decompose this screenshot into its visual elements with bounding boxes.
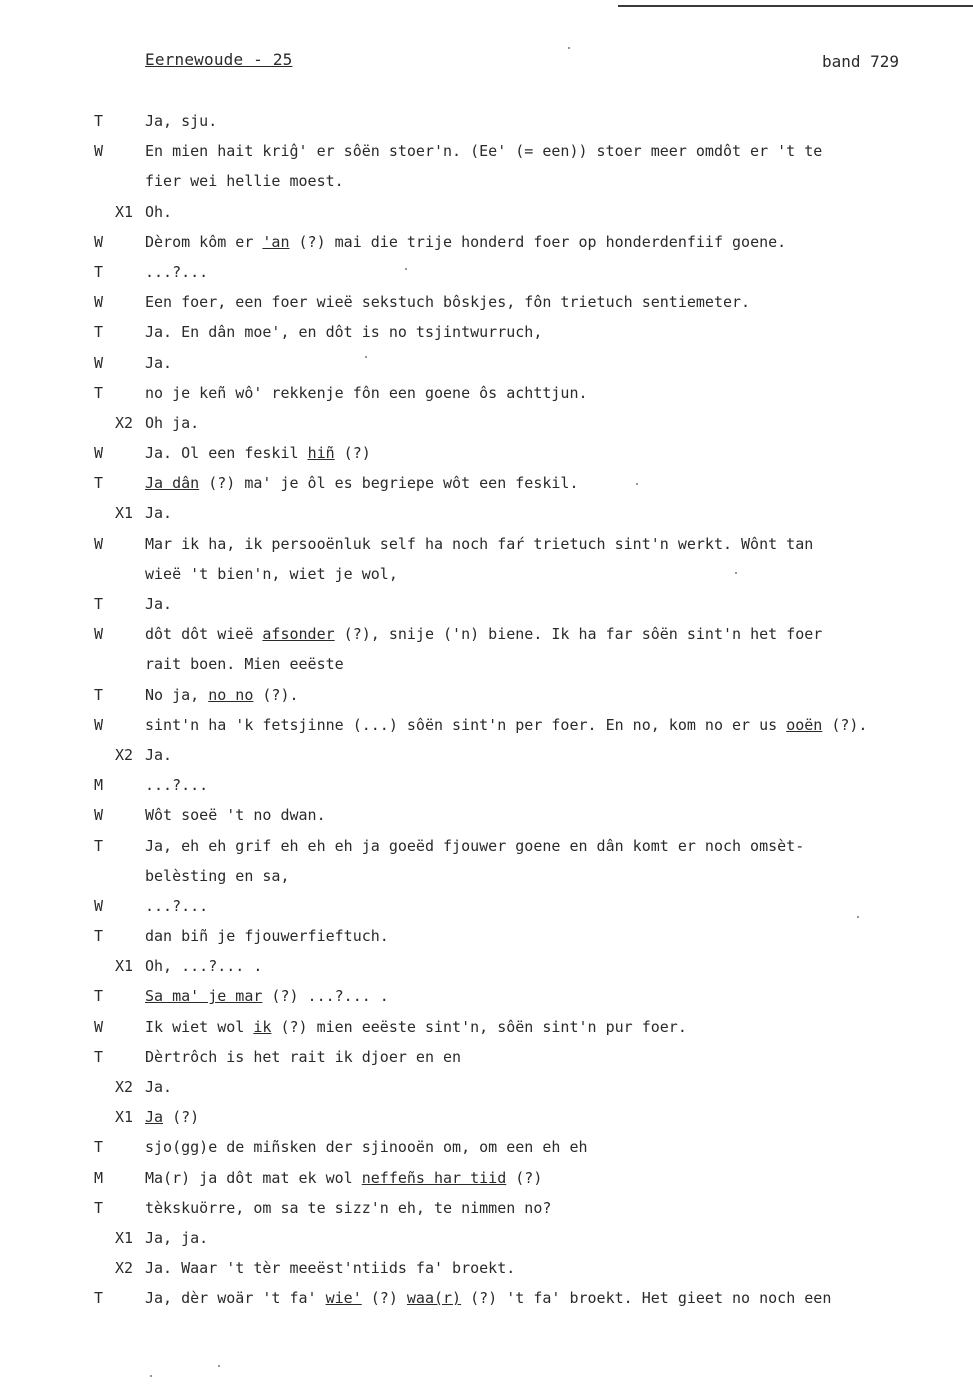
- speaker-code: W: [94, 896, 104, 915]
- scan-speck: [568, 47, 570, 49]
- utterance-text: [145, 1106, 955, 1128]
- speaker-code: T: [94, 685, 104, 704]
- text-segment: sjo(gg)e de miñsken der sjinooën om, om een eh eh: [145, 1138, 588, 1157]
- utterance-text: [145, 321, 955, 343]
- text-segment: (?): [163, 1108, 200, 1127]
- text-segment: no je keñ wô' rekkenje fôn een goene ôs achttjun.: [145, 383, 588, 402]
- text-segment: Oh ja.: [145, 413, 200, 432]
- speaker-code: W: [94, 232, 104, 251]
- text-segment: ...?...: [145, 896, 209, 915]
- utterance-text: [145, 804, 955, 826]
- text-segment: ...?...: [145, 262, 209, 281]
- transcript-line: [0, 955, 973, 985]
- text-segment: (?) mien eeëste sint'n, sôën sint'n pur foer.: [271, 1017, 687, 1036]
- top-rule: [618, 5, 973, 7]
- utterance-text: [145, 442, 955, 464]
- transcript-line: [0, 804, 973, 834]
- utterance-text: [145, 774, 955, 796]
- text-segment: Ja, eh eh grif eh eh eh ja goeëd fjouwer goene en dân komt er noch omsèt-: [145, 836, 805, 855]
- text-segment: belèsting en sa,: [145, 866, 290, 885]
- text-segment: (?) mai die trije honderd foer op honderdenfiif goene.: [289, 232, 787, 251]
- text-segment: Ik wiet wol: [145, 1017, 254, 1036]
- utterance-text: [145, 170, 955, 192]
- utterance-text: [145, 1016, 955, 1038]
- speaker-code: M: [94, 776, 104, 795]
- text-segment: Ja.: [145, 595, 173, 613]
- text-segment: Ja, ja.: [145, 1228, 209, 1247]
- speaker-code: X1: [115, 202, 134, 221]
- transcript-line: [0, 835, 973, 865]
- transcript-line: [0, 201, 973, 231]
- underlined-word: neffeñs har tiid: [361, 1168, 507, 1187]
- transcript-line: [0, 1167, 973, 1197]
- text-segment: Dèrtrôch is het rait ik djoer en en: [145, 1047, 462, 1066]
- transcript-line: [0, 925, 973, 955]
- transcript-line: [0, 1287, 973, 1317]
- speaker-code: X2: [115, 413, 134, 432]
- text-segment: (?): [506, 1168, 543, 1187]
- text-segment: (?).: [822, 715, 868, 734]
- underlined-word: hiñ: [307, 444, 335, 463]
- text-segment: dan biñ je fjouwerfieftuch.: [145, 927, 389, 946]
- transcript-line: [0, 623, 973, 653]
- speaker-code: T: [94, 383, 104, 402]
- scan-speck: [365, 356, 367, 358]
- utterance-text: [145, 261, 955, 283]
- utterance-text: [145, 563, 955, 585]
- text-segment: Ja. En dân moe', en dôt is no tsjintwurruch,: [145, 323, 543, 342]
- transcript-line: [0, 472, 973, 502]
- utterance-text: [145, 925, 955, 947]
- transcript-line: [0, 895, 973, 925]
- transcript-line: [0, 653, 973, 683]
- transcript-line: [0, 1046, 973, 1076]
- underlined-word: Ja: [145, 1108, 164, 1127]
- utterance-text: [145, 955, 955, 977]
- scan-speck: [636, 483, 638, 485]
- speaker-code: W: [94, 293, 104, 312]
- transcript-line: [0, 985, 973, 1015]
- underlined-word: 'an: [262, 232, 290, 251]
- utterance-text: [145, 593, 955, 615]
- speaker-code: M: [94, 1168, 104, 1187]
- text-segment: Wôt soeë 't no dwan.: [145, 806, 326, 825]
- speaker-code: T: [94, 595, 104, 613]
- transcript-line: [0, 352, 973, 382]
- transcript-line: [0, 533, 973, 563]
- speaker-code: T: [94, 474, 104, 493]
- text-segment: wieë 't bien'n, wiet je wol,: [145, 564, 398, 583]
- speaker-code: W: [94, 142, 104, 161]
- utterance-text: [145, 1046, 955, 1068]
- text-segment: Ja, dèr woär 't fa': [145, 1289, 326, 1308]
- utterance-text: [145, 1287, 955, 1309]
- speaker-code: W: [94, 353, 104, 372]
- transcript-line: [0, 291, 973, 321]
- scan-speck: [218, 1365, 220, 1367]
- transcript-line: [0, 1136, 973, 1166]
- text-segment: (?) ma' je ôl es begriepe wôt een feskil.: [199, 474, 579, 493]
- text-segment: Oh, ...?... .: [145, 957, 263, 976]
- utterance-text: [145, 684, 955, 706]
- speaker-code: X2: [115, 1259, 134, 1278]
- text-segment: (?).: [253, 685, 299, 704]
- speaker-code: T: [94, 112, 104, 130]
- transcript-line: [0, 714, 973, 744]
- transcript-line: [0, 261, 973, 291]
- underlined-word: waa(r): [406, 1289, 462, 1308]
- utterance-text: [145, 352, 955, 374]
- transcript-line: [0, 744, 973, 774]
- underlined-word: Sa ma' je mar: [145, 987, 263, 1006]
- speaker-code: T: [94, 262, 104, 281]
- text-segment: No ja,: [145, 685, 209, 704]
- transcript-line: [0, 412, 973, 442]
- transcript-line: [0, 774, 973, 804]
- text-segment: Ja.: [145, 745, 173, 764]
- text-segment: Ja.: [145, 353, 173, 372]
- transcript-line: [0, 593, 973, 623]
- transcript-line: [0, 231, 973, 261]
- utterance-text: [145, 140, 955, 162]
- utterance-text: [145, 1076, 955, 1098]
- speaker-code: W: [94, 444, 104, 463]
- text-segment: Oh.: [145, 202, 173, 221]
- utterance-text: [145, 623, 955, 645]
- underlined-word: wie': [325, 1289, 362, 1308]
- transcript-line: [0, 321, 973, 351]
- speaker-code: W: [94, 715, 104, 734]
- utterance-text: [145, 895, 955, 917]
- speaker-code: X2: [115, 1078, 134, 1096]
- text-segment: ...?...: [145, 776, 209, 795]
- transcript-line: [0, 865, 973, 895]
- text-segment: Een foer, een foer wieë sekstuch bôskjes, fôn trietuch sentiemeter.: [145, 293, 751, 312]
- speaker-code: X2: [115, 745, 134, 764]
- text-segment: Ja.: [145, 1078, 173, 1096]
- text-segment: dôt dôt wieë: [145, 625, 263, 644]
- speaker-code: W: [94, 806, 104, 825]
- text-segment: Ja. Ol een feskil: [145, 444, 308, 463]
- transcript-line: [0, 110, 973, 140]
- transcript-line: [0, 502, 973, 532]
- text-segment: rait boen. Mien eeëste: [145, 655, 344, 674]
- underlined-word: ik: [253, 1017, 272, 1036]
- speaker-code: T: [94, 323, 104, 342]
- transcript-line: [0, 1106, 973, 1136]
- speaker-code: X1: [115, 1228, 134, 1247]
- transcript-line: [0, 1197, 973, 1227]
- utterance-text: [145, 714, 955, 736]
- transcript-body: [0, 110, 973, 1318]
- utterance-text: [145, 231, 955, 253]
- text-segment: (?): [334, 444, 371, 463]
- utterance-text: [145, 472, 955, 494]
- text-segment: tèkskuörre, om sa te sizz'n eh, te nimmen no?: [145, 1198, 552, 1217]
- speaker-code: W: [94, 625, 104, 644]
- transcript-line: [0, 563, 973, 593]
- scan-speck: [405, 268, 407, 270]
- transcript-line: [0, 1257, 973, 1287]
- utterance-text: [145, 985, 955, 1007]
- speaker-code: X1: [115, 504, 134, 523]
- utterance-text: [145, 1197, 955, 1219]
- transcript-line: [0, 684, 973, 714]
- scan-speck: [857, 916, 859, 918]
- speaker-code: T: [94, 1289, 104, 1308]
- utterance-text: [145, 1227, 955, 1249]
- utterance-text: [145, 533, 955, 555]
- transcript-line: [0, 442, 973, 472]
- scan-speck: [150, 1375, 152, 1377]
- text-segment: (?) 't fa' broekt. Het gieet no noch een: [461, 1289, 832, 1308]
- speaker-code: W: [94, 1017, 104, 1036]
- scan-speck: [735, 572, 737, 574]
- utterance-text: [145, 1257, 955, 1279]
- text-segment: Dèrom kôm er: [145, 232, 263, 251]
- underlined-word: afsonder: [262, 625, 335, 644]
- transcript-line: [0, 1227, 973, 1257]
- utterance-text: [145, 744, 955, 766]
- text-segment: Ja.: [145, 504, 173, 523]
- text-segment: Mar ik ha, ik persooënluk self ha noch faŕ trietuch sint'n werkt. Wônt tan: [145, 534, 814, 553]
- text-segment: Ma(r) ja dôt mat ek wol: [145, 1168, 362, 1187]
- text-segment: (?) ...?... .: [262, 987, 389, 1006]
- utterance-text: [145, 1167, 955, 1189]
- transcript-line: [0, 1016, 973, 1046]
- utterance-text: [145, 653, 955, 675]
- speaker-code: T: [94, 1047, 104, 1066]
- utterance-text: [145, 291, 955, 313]
- text-segment: (?): [361, 1289, 407, 1308]
- underlined-word: no no: [208, 685, 254, 704]
- text-segment: En mien hait kriĝ' er sôën stoer'n. (Ee' (= een)) stoer meer omdôt er 't te: [145, 142, 823, 161]
- utterance-text: [145, 865, 955, 887]
- utterance-text: [145, 201, 955, 223]
- page-header-title: Eernewoude - 25: [145, 50, 293, 69]
- page-header-band: band 729: [822, 52, 900, 71]
- speaker-code: X1: [115, 1108, 134, 1127]
- utterance-text: [145, 502, 955, 524]
- utterance-text: [145, 110, 955, 132]
- text-segment: Ja. Waar 't tèr meeëst'ntiids fa' broekt.: [145, 1259, 516, 1278]
- speaker-code: T: [94, 1198, 104, 1217]
- text-segment: fier wei hellie moest.: [145, 172, 344, 191]
- transcript-line: [0, 382, 973, 412]
- speaker-code: T: [94, 927, 104, 946]
- utterance-text: [145, 835, 955, 857]
- transcript-line: [0, 170, 973, 200]
- transcript-line: [0, 1076, 973, 1106]
- text-segment: (?), snije ('n) biene. Ik ha far sôën sint'n het foer: [334, 625, 823, 644]
- utterance-text: [145, 412, 955, 434]
- underlined-word: Ja dân: [145, 474, 200, 493]
- speaker-code: W: [94, 534, 104, 553]
- text-segment: Ja, sju.: [145, 112, 218, 130]
- speaker-code: T: [94, 987, 104, 1006]
- speaker-code: T: [94, 1138, 104, 1157]
- underlined-word: ooën: [786, 715, 823, 734]
- speaker-code: T: [94, 836, 104, 855]
- utterance-text: [145, 1136, 955, 1158]
- speaker-code: X1: [115, 957, 134, 976]
- transcript-line: [0, 140, 973, 170]
- utterance-text: [145, 382, 955, 404]
- text-segment: sint'n ha 'k fetsjinne (...) sôën sint'n per foer. En no, kom no er us: [145, 715, 787, 734]
